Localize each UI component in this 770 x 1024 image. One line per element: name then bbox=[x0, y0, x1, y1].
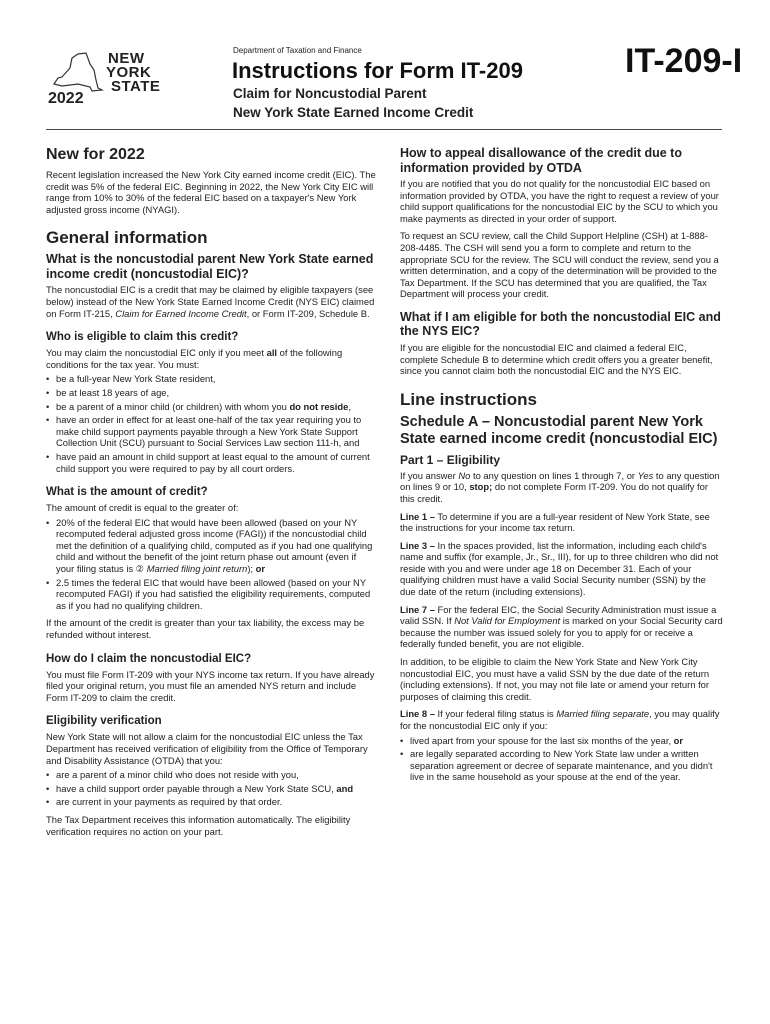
appeal-heading: How to appeal disallowance of the credit due to information provided by OTDA bbox=[400, 146, 682, 175]
appeal-paragraph-1: If you are notified that you do not qualify for the noncustodial EIC based on information provided by OTDA, you have the right to request a review of your child support qualifications for the noncustodial EIC by the SCU to which you make payments as directed in your order of support. bbox=[400, 178, 719, 224]
right-column bbox=[400, 146, 724, 789]
eligibility-verification-text: New York State will not allow a claim for the noncustodial EIC unless the Tax Department has received verification of eligibility from the Office of Temporary and Disability Assistance (OTDA) that you: bbox=[46, 731, 368, 766]
both-eligible-text: If you are eligible for the noncustodial EIC and claimed a federal EIC, complete Schedule B to determine which credit offers you a greater benefit, since you cannot claim both the noncustodial EIC and the NYS EIC. bbox=[400, 341, 713, 377]
list-item: • be at least 18 years of age, bbox=[46, 387, 376, 399]
page-title: Instructions for Form IT-209 bbox=[232, 58, 523, 83]
subtitle-credit: New York State Earned Income Credit bbox=[233, 105, 474, 120]
list-item: • have a child support order payable through a New York State SCU, and bbox=[46, 783, 376, 795]
what-is-credit-text: The noncustodial EIC is a credit that may be claimed by eligible taxpayers (see below) instead of the New York State Earned Income Credit (NYS EIC) claimed on Form IT-215, Claim for Earned Income Credit, or Form IT-209, Schedule B. bbox=[46, 284, 375, 319]
subtitle-claim: Claim for Noncustodial Parent bbox=[233, 86, 427, 101]
how-to-claim-text: You must file Form IT-209 with your NYS income tax return. If you have already filed your original return, you must file an amended NYS return and include Form IT-209 to claim the credit. bbox=[46, 668, 375, 703]
logo-word-new: NEW bbox=[108, 50, 145, 67]
line-7-paragraph-2: In addition, to be eligible to claim the New York State and New York City noncustodial EIC, you must have a valid SSN by the due date of the return (including extensions). If not, you may not file late or amend your return for purposes of claiming this credit. bbox=[400, 656, 710, 702]
list-item: • are a parent of a minor child who does not reside with you, bbox=[46, 769, 376, 781]
both-eligible-heading: What if I am eligible for both the noncustodial EIC and the NYS EIC? bbox=[400, 309, 721, 339]
schedule-a-heading: Schedule A – Noncustodial parent New York State earned income credit (noncustodial EIC) bbox=[400, 413, 718, 447]
list-item: • have an order in effect for at least one-half of the tax year requiring you to make child support payments payable through a New York State Support Collection Unit (SCU) pursuant to Social Services Law section 111-h, and bbox=[46, 414, 376, 449]
amount-of-credit-heading: What is the amount of credit? bbox=[46, 486, 208, 499]
who-eligible-list bbox=[46, 373, 376, 474]
logo-year: 2022 bbox=[48, 90, 84, 107]
department-name: Department of Taxation and Finance bbox=[233, 46, 362, 55]
eligibility-verification-heading: Eligibility verification bbox=[46, 715, 162, 728]
amount-of-credit-text: The amount of credit is equal to the greater of: bbox=[46, 502, 239, 514]
line-3-text: Line 3 – In the spaces provided, list the information, including each child's name and suffix (for example, Jr., Sr., III), for up to three children who did not reside with you and were under age 18 on December 31. Each of your qualifying children must have a valid Social Security number (SSN) by the due date of the return (including extensions). bbox=[400, 539, 719, 598]
eligibility-automatic-text: The Tax Department receives this information automatically. The eligibility verification requires no action on your part. bbox=[46, 813, 351, 837]
new-for-2022-heading: New for 2022 bbox=[46, 146, 145, 163]
appeal-paragraph-2: To request an SCU review, call the Child Support Helpline (CSH) at 1-888-208-4485. The CSH will send you a form to complete and return to the appropriate SCU for the review. The SCU will conduct the review, send you a written determination, and a copy of the determination will be provided to the Tax Department. If the SCU has determined that you are qualified, the Tax Department will process your credit. bbox=[400, 230, 719, 300]
amount-refund-text: If the amount of the credit is greater than your tax liability, the excess may be refunded without interest. bbox=[46, 617, 365, 641]
list-item: • 2.5 times the federal EIC that would have been allowed (based on your NY recomputed FAGI) if you had satisfied the eligibility requirements, computed as if you had no qualifying children. bbox=[46, 577, 376, 612]
header-divider bbox=[46, 129, 722, 130]
how-to-claim-heading: How do I claim the noncustodial EIC? bbox=[46, 652, 252, 665]
new-york-state-map-icon bbox=[48, 50, 108, 92]
list-item: • are current in your payments as required by that order. bbox=[46, 796, 376, 808]
list-item: • 20% of the federal EIC that would have been allowed (based on your NY recomputed federal adjusted gross income (FAGI)) if the noncustodial child met the definition of a qualifying child, computed as if you had one qualifying child and without the benefit of the joint return phase out amount (even if your filing status is ② Married filing joint return); or bbox=[46, 517, 376, 575]
logo-word-state: STATE bbox=[111, 78, 161, 95]
nys-logo bbox=[48, 50, 178, 114]
list-item: • have paid an amount in child support at least equal to the amount of current child support you were required to pay by all court orders. bbox=[46, 451, 376, 474]
part-1-text: If you answer No to any question on lines 1 through 7, or Yes to any question on lines 9 or 10, stop; do not complete Form IT-209. You do not qualify for this credit. bbox=[400, 469, 720, 504]
line-1-text: Line 1 – To determine if you are a full-year resident of New York State, see the instructions for your income tax return. bbox=[400, 510, 710, 534]
logo-word-york: YORK bbox=[106, 64, 152, 81]
line-8-text: Line 8 – If your federal filing status is Married filing separate, you may qualify for the noncustodial EIC only if you: bbox=[400, 708, 720, 731]
form-number: IT-209-I bbox=[625, 42, 743, 80]
line-7-text: Line 7 – For the federal EIC, the Social Security Administration must issue a valid SSN. If Not Valid for Employment is marked on your Social Security card because the number was issued solely for you to apply for or receive a federally funded benefit, you are not eligible. bbox=[400, 603, 723, 650]
general-information-heading: General information bbox=[46, 228, 208, 248]
list-item: • lived apart from your spouse for the last six months of the year, or bbox=[400, 735, 724, 747]
eligibility-verification-list bbox=[46, 769, 376, 808]
list-item: • be a full-year New York State resident, bbox=[46, 373, 376, 385]
amount-of-credit-list bbox=[46, 517, 376, 612]
list-item: • be a parent of a minor child (or children) with whom you do not reside, bbox=[46, 401, 376, 413]
new-for-2022-text: Recent legislation increased the New York City earned income credit (EIC). The credit was 5% of the federal EIC. Beginning in 2022, the New York City EIC will range from 10% to 30% of the federal EIC based on a taxpayer's New York adjusted gross income (NYAGI). bbox=[46, 169, 376, 215]
who-eligible-heading: Who is eligible to claim this credit? bbox=[46, 331, 239, 344]
who-eligible-text: You may claim the noncustodial EIC only if you meet all of the following conditions for the tax year. You must: bbox=[46, 347, 343, 370]
part-1-heading: Part 1 – Eligibility bbox=[400, 452, 501, 467]
line-instructions-heading: Line instructions bbox=[400, 389, 537, 409]
left-column bbox=[46, 146, 376, 843]
line-8-list bbox=[400, 735, 724, 783]
list-item: • are legally separated according to New York State law under a written separation agreement or decree of separate maintenance, and you didn't live in the same household as your spouse at the end of the year. bbox=[400, 748, 724, 783]
what-is-credit-heading: What is the noncustodial parent New York State earned income credit (noncustodial EIC)? bbox=[46, 252, 374, 281]
